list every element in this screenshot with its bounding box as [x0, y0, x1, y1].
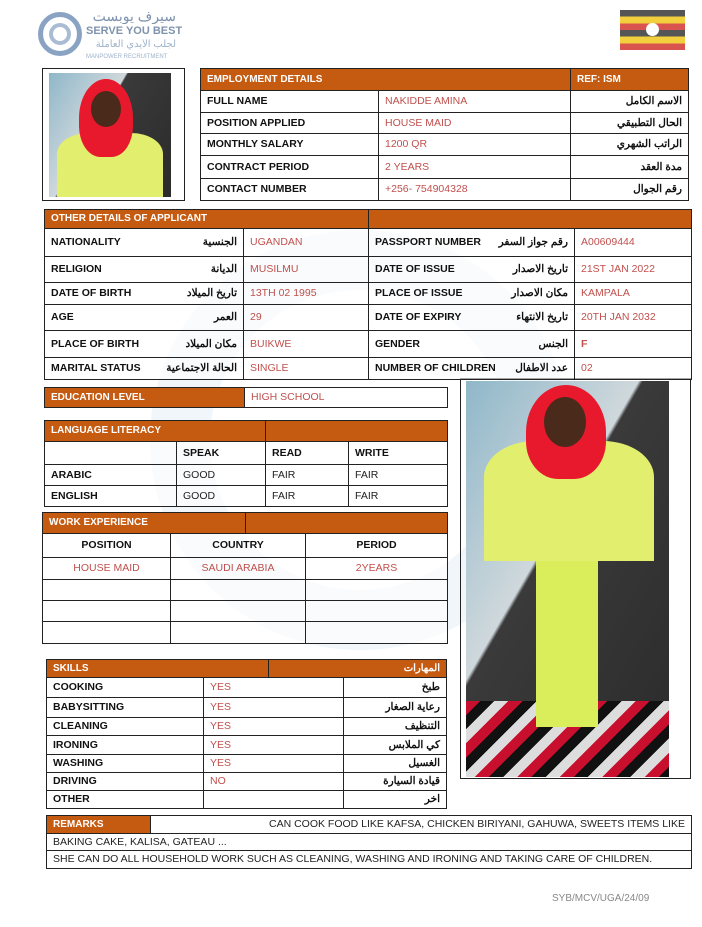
field-label-arabic: الحال التطبيقي: [570, 112, 689, 134]
skill-value: YES: [203, 717, 344, 736]
work-experience-cell: [170, 600, 306, 622]
skill-label-arabic: رعاية الصغار: [343, 697, 447, 718]
field-label-arabic: مكان الميلاد: [185, 337, 237, 350]
skill-label-arabic: التنظيف: [343, 717, 447, 736]
field-label-cell: [368, 330, 575, 358]
reference-code: SYB/MCV/UGA/24/09: [552, 893, 650, 904]
other-details-header-right: [368, 209, 692, 229]
skill-value: YES: [203, 677, 344, 698]
small-photo-frame: [42, 68, 185, 201]
field-label: MARITAL STATUS: [51, 362, 141, 375]
column-header: POSITION: [42, 533, 171, 558]
field-label-arabic: مكان الاصدار: [511, 287, 568, 300]
skill-label-arabic: اخر: [343, 790, 447, 809]
field-label: GENDER: [375, 337, 420, 350]
remarks-label: REMARKS: [46, 815, 151, 834]
skill-value: NO: [203, 772, 344, 791]
work-experience-cell: [42, 621, 171, 644]
work-experience-header-right: [245, 512, 448, 534]
work-experience-header: WORK EXPERIENCE: [42, 512, 246, 534]
field-label: CONTRACT PERIOD: [200, 155, 379, 179]
applicant-photo-large: [466, 381, 669, 777]
field-label: FULL NAME: [200, 90, 379, 113]
proficiency-value: GOOD: [176, 485, 266, 507]
proficiency-value: FAIR: [265, 464, 349, 486]
field-label-cell: [368, 256, 575, 283]
skill-label: BABYSITTING: [46, 697, 204, 718]
work-experience-cell: 2YEARS: [305, 557, 448, 580]
field-value: 13TH 02 1995: [243, 282, 369, 305]
company-logo: [38, 8, 183, 66]
field-value: HOUSE MAID: [378, 112, 571, 134]
proficiency-value: GOOD: [176, 464, 266, 486]
field-label-arabic: تاريخ الميلاد: [186, 287, 237, 300]
skill-value: [203, 790, 344, 809]
applicant-photo-small: [49, 73, 171, 197]
work-experience-cell: [170, 579, 306, 601]
language-name: ARABIC: [44, 464, 177, 486]
proficiency-value: FAIR: [265, 485, 349, 507]
field-label-arabic: الجنس: [538, 337, 568, 350]
skill-label: IRONING: [46, 735, 204, 755]
education-level-label: EDUCATION LEVEL: [44, 387, 245, 408]
employment-details-header: EMPLOYMENT DETAILS: [200, 68, 571, 91]
column-header: COUNTRY: [170, 533, 306, 558]
skill-label: DRIVING: [46, 772, 204, 791]
logo-knot-icon: [38, 12, 82, 56]
field-label-arabic: مدة العقد: [570, 155, 689, 179]
work-experience-cell: SAUDI ARABIA: [170, 557, 306, 580]
uganda-flag-icon: [620, 10, 685, 50]
field-label-arabic: الحالة الاجتماعية: [166, 362, 237, 375]
field-label-cell: [44, 282, 244, 305]
field-label-arabic: تاريخ الانتهاء: [516, 311, 568, 324]
proficiency-value: FAIR: [348, 464, 448, 486]
field-value: 02: [574, 357, 692, 380]
field-label: DATE OF BIRTH: [51, 287, 132, 300]
field-value: +256- 754904328: [378, 178, 571, 201]
field-label-cell: [44, 304, 244, 331]
reference-label: REF: ISM: [570, 68, 689, 91]
logo-arabic: سيرف يوبست: [92, 8, 176, 24]
field-label: PLACE OF ISSUE: [375, 287, 463, 300]
field-label: RELIGION: [51, 263, 102, 276]
logo-arabic-sub: لجلب الأيدي العاملة: [95, 39, 176, 50]
language-name: ENGLISH: [44, 485, 177, 507]
field-label-arabic: عدد الاطفال: [515, 362, 568, 375]
field-label-cell: [368, 282, 575, 305]
field-label-cell: [44, 256, 244, 283]
field-value: 20TH JAN 2032: [574, 304, 692, 331]
large-photo-frame: [460, 378, 691, 779]
field-label-cell: [368, 357, 575, 380]
skill-value: YES: [203, 735, 344, 755]
work-experience-cell: [170, 621, 306, 644]
column-header: [44, 441, 177, 465]
field-value: KAMPALA: [574, 282, 692, 305]
field-label-arabic: رقم جواز السفر: [498, 236, 568, 249]
field-value: 2 YEARS: [378, 155, 571, 179]
column-header: PERIOD: [305, 533, 448, 558]
field-value: BUIKWE: [243, 330, 369, 358]
field-label: CONTACT NUMBER: [200, 178, 379, 201]
proficiency-value: FAIR: [348, 485, 448, 507]
field-label-arabic: العمر: [213, 311, 237, 324]
logo-sub: MANPOWER RECRUITMENT: [86, 54, 168, 60]
field-label-cell: [44, 228, 244, 257]
field-label-arabic: الجنسية: [202, 236, 237, 249]
field-value: MUSILMU: [243, 256, 369, 283]
field-value: SINGLE: [243, 357, 369, 380]
field-label-cell: [44, 330, 244, 358]
field-value: NAKIDDE AMINA: [378, 90, 571, 113]
work-experience-cell: HOUSE MAID: [42, 557, 171, 580]
skill-label: COOKING: [46, 677, 204, 698]
language-literacy-header: LANGUAGE LITERACY: [44, 420, 266, 442]
field-label-cell: [44, 357, 244, 380]
other-details-header: OTHER DETAILS OF APPLICANT: [44, 209, 369, 229]
work-experience-cell: [305, 621, 448, 644]
field-label: POSITION APPLIED: [200, 112, 379, 134]
work-experience-cell: [305, 579, 448, 601]
skills-header-arabic: المهارات: [268, 659, 447, 678]
column-header: READ: [265, 441, 349, 465]
remarks-line: BAKING CAKE, KALISA, GATEAU ...: [46, 833, 692, 851]
skill-label: OTHER: [46, 790, 204, 809]
field-value: 29: [243, 304, 369, 331]
skill-label-arabic: طبخ: [343, 677, 447, 698]
field-label: NATIONALITY: [51, 236, 121, 249]
field-value: F: [574, 330, 692, 358]
work-experience-cell: [42, 600, 171, 622]
field-value: 1200 QR: [378, 133, 571, 156]
field-label: PLACE OF BIRTH: [51, 337, 140, 350]
skill-label-arabic: كي الملابس: [343, 735, 447, 755]
field-label: PASSPORT NUMBER: [375, 236, 481, 249]
field-label: NUMBER OF CHILDREN: [375, 362, 496, 375]
skill-label-arabic: الغسيل: [343, 754, 447, 773]
column-header: SPEAK: [176, 441, 266, 465]
skill-label: CLEANING: [46, 717, 204, 736]
field-label-arabic: الاسم الكامل: [570, 90, 689, 113]
field-label-arabic: رقم الجوال: [570, 178, 689, 201]
skills-header: SKILLS: [46, 659, 269, 678]
field-label-cell: [368, 304, 575, 331]
remarks-line: CAN COOK FOOD LIKE KAFSA, CHICKEN BIRIYANI, GAHUWA, SWEETS ITEMS LIKE: [150, 815, 692, 834]
skill-label: WASHING: [46, 754, 204, 773]
field-label-cell: [368, 228, 575, 257]
work-experience-cell: [42, 579, 171, 601]
education-level-value: HIGH SCHOOL: [244, 387, 448, 408]
field-label: MONTHLY SALARY: [200, 133, 379, 156]
field-value: 21ST JAN 2022: [574, 256, 692, 283]
field-label-arabic: تاريخ الاصدار: [512, 263, 568, 276]
field-label-arabic: الديانة: [210, 263, 237, 276]
language-literacy-header-right: [265, 420, 448, 442]
logo-name: SERVE YOU BEST: [86, 25, 183, 37]
field-label: DATE OF EXPIRY: [375, 311, 462, 324]
column-header: WRITE: [348, 441, 448, 465]
skill-value: YES: [203, 697, 344, 718]
field-value: A00609444: [574, 228, 692, 257]
skill-value: YES: [203, 754, 344, 773]
field-label: AGE: [51, 311, 74, 324]
field-label-arabic: الراتب الشهري: [570, 133, 689, 156]
work-experience-cell: [305, 600, 448, 622]
remarks-line: SHE CAN DO ALL HOUSEHOLD WORK SUCH AS CLEANING, WASHING AND IRONING AND TAKING CARE OF CHILDREN.: [46, 850, 692, 869]
skill-label-arabic: قيادة السيارة: [343, 772, 447, 791]
field-label: DATE OF ISSUE: [375, 263, 455, 276]
field-value: UGANDAN: [243, 228, 369, 257]
